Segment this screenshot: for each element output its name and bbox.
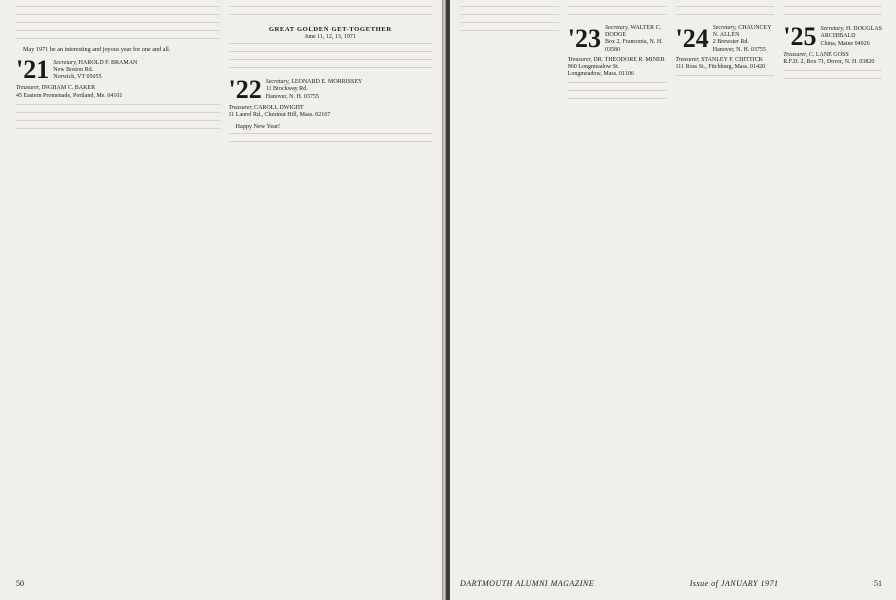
secretary-label: Secretary,	[265, 79, 290, 86]
treasurer-name: STANLEY F. CHITTICK	[701, 56, 764, 63]
unreadable-paragraph	[229, 59, 433, 65]
unreadable-paragraph	[229, 43, 433, 49]
secretary-address: 2 Brewster Rd.	[712, 39, 749, 46]
treasurer-name: DR. THEODORE R. MINER	[593, 56, 665, 63]
unreadable-paragraph	[568, 14, 667, 20]
treasurer-label: Treasurer,	[675, 56, 700, 63]
treasurer-label: Treasurer,	[567, 56, 592, 63]
right-footer	[460, 579, 882, 588]
unreadable-paragraph	[676, 75, 775, 81]
secretary-address: Box 2, Franconia, N. H. 03580	[605, 39, 663, 53]
treasurer-line	[568, 57, 667, 64]
left-column-2	[229, 6, 433, 566]
secretary-line	[821, 26, 883, 40]
unreadable-paragraph	[16, 112, 220, 118]
unreadable-paragraph	[568, 98, 667, 104]
secretary-info	[266, 79, 363, 101]
left-columns	[16, 6, 432, 566]
secretary-name: HAROLD F. BRAMAN	[78, 59, 138, 66]
unreadable-paragraph	[676, 6, 775, 12]
secretary-address: New Boston Rd.	[53, 66, 94, 73]
treasurer-label: Treasurer,	[783, 52, 808, 58]
class-year: '21	[16, 55, 50, 85]
secretary-info	[53, 60, 137, 82]
magazine-title: DARTMOUTH ALUMNI MAGAZINE	[460, 579, 595, 588]
treasurer-name: CAROLL DWIGHT	[254, 105, 304, 111]
class-year: '23	[567, 24, 601, 54]
treasurer-label: Treasurer,	[228, 105, 253, 111]
unreadable-paragraph	[16, 22, 220, 28]
secretary-info	[605, 25, 667, 54]
treasurer-line	[229, 105, 433, 112]
right-column-2	[568, 6, 667, 566]
treasurer-address: 111 Ross St., Fitchburg, Mass. 01420	[675, 64, 766, 71]
unreadable-paragraph	[229, 6, 433, 12]
secretary-label: Secretary,	[53, 59, 78, 66]
treasurer-address: 45 Eastern Promenade, Portland, Me. 04101	[16, 92, 123, 99]
treasurer-info	[229, 105, 433, 119]
treasurer-info	[16, 85, 220, 99]
secretary-name: LEONARD E. MORRISSEY	[291, 79, 363, 86]
secretary-address: China, Maine 04926	[820, 40, 870, 47]
treasurer-name: INGHAM C. BAKER	[41, 85, 96, 92]
reunion-headline: GREAT GOLDEN GET-TOGETHER	[268, 26, 392, 33]
unreadable-paragraph	[460, 6, 559, 12]
left-footer	[16, 579, 428, 588]
secretary-line	[266, 79, 363, 86]
page-number-right: 51	[874, 579, 883, 588]
right-column-3	[676, 6, 775, 566]
left-page	[0, 0, 442, 600]
left-column-1	[16, 6, 220, 566]
unreadable-paragraph	[16, 128, 220, 134]
class-year: '24	[675, 24, 709, 54]
secretary-line	[605, 25, 667, 39]
unreadable-paragraph	[16, 38, 220, 44]
book-gutter	[442, 0, 446, 600]
treasurer-info	[568, 57, 667, 79]
treasurer-address: R.F.D. 2, Box 71, Dover, N. H. 03820	[783, 59, 875, 66]
right-column-4	[783, 6, 882, 566]
unreadable-paragraph	[783, 14, 882, 20]
class-section-header	[783, 22, 882, 51]
class-section-header	[228, 75, 433, 104]
unreadable-paragraph	[16, 120, 220, 126]
secretary-line	[53, 60, 137, 67]
secretary-address: 11 Brockway Rd.	[265, 86, 308, 93]
treasurer-line	[676, 57, 775, 64]
unreadable-paragraph	[460, 14, 559, 20]
unreadable-paragraph	[783, 6, 882, 12]
unreadable-paragraph	[229, 141, 433, 147]
unreadable-paragraph	[460, 22, 559, 28]
secretary-label: Secretary,	[820, 26, 845, 33]
treasurer-info	[783, 52, 882, 66]
unreadable-paragraph	[568, 90, 667, 96]
page-number-left: 50	[16, 579, 24, 588]
treasurer-line	[16, 85, 220, 92]
unreadable-paragraph	[229, 133, 433, 139]
class-section-header	[16, 55, 220, 85]
secretary-address: Hanover, N. H. 03755	[712, 46, 766, 53]
unreadable-paragraph	[460, 30, 559, 36]
column-paragraph: Happy New Year!	[235, 123, 281, 131]
treasurer-info	[676, 57, 775, 71]
unreadable-paragraph	[16, 104, 220, 110]
unreadable-paragraph	[783, 70, 882, 76]
secretary-info	[713, 25, 775, 54]
secretary-name: WALTER C. DODGE	[605, 25, 662, 39]
unreadable-paragraph	[16, 30, 220, 36]
unreadable-paragraph	[568, 6, 667, 12]
unreadable-paragraph	[229, 14, 433, 20]
issue-label: Issue of JANUARY 1971	[689, 579, 779, 588]
class-year: '25	[783, 22, 817, 51]
class-year: '22	[228, 75, 262, 104]
column-paragraph: May 1971 be an interesting and joyous year for one and all.	[23, 46, 171, 53]
secretary-info	[821, 26, 883, 48]
treasurer-address: 960 Longmeadow St.	[567, 64, 620, 71]
unreadable-paragraph	[16, 6, 220, 12]
unreadable-paragraph	[568, 82, 667, 88]
secretary-address: Norwich, VT 05055	[53, 73, 102, 80]
unreadable-paragraph	[229, 51, 433, 57]
class-section-header	[568, 25, 667, 54]
unreadable-paragraph	[676, 14, 775, 20]
right-column-1	[460, 6, 559, 566]
right-page	[450, 0, 896, 600]
secretary-label: Secretary,	[712, 25, 737, 31]
treasurer-label: Treasurer,	[16, 85, 41, 92]
class-section-header	[676, 25, 775, 54]
secretary-name: CHAUNCEY N. ALLEN	[712, 25, 772, 39]
treasurer-address: 11 Laurel Rd., Chestnut Hill, Mass. 02167	[228, 112, 331, 119]
treasurer-name: C. LANE GOSS	[808, 52, 849, 58]
unreadable-paragraph	[229, 67, 433, 73]
secretary-name: H. DOUGLAS ARCHIBALD	[820, 26, 882, 40]
treasurer-address: Longmeadow, Mass. 01106	[567, 71, 634, 78]
right-columns	[460, 6, 882, 566]
reunion-dates: June 11, 12, 13, 1971	[304, 34, 356, 40]
treasurer-line	[783, 52, 882, 59]
unreadable-paragraph	[783, 78, 882, 84]
secretary-address: Hanover, N. H. 03755	[265, 93, 319, 100]
secretary-label: Secretary,	[605, 25, 629, 31]
unreadable-paragraph	[16, 14, 220, 20]
secretary-line	[713, 25, 775, 39]
